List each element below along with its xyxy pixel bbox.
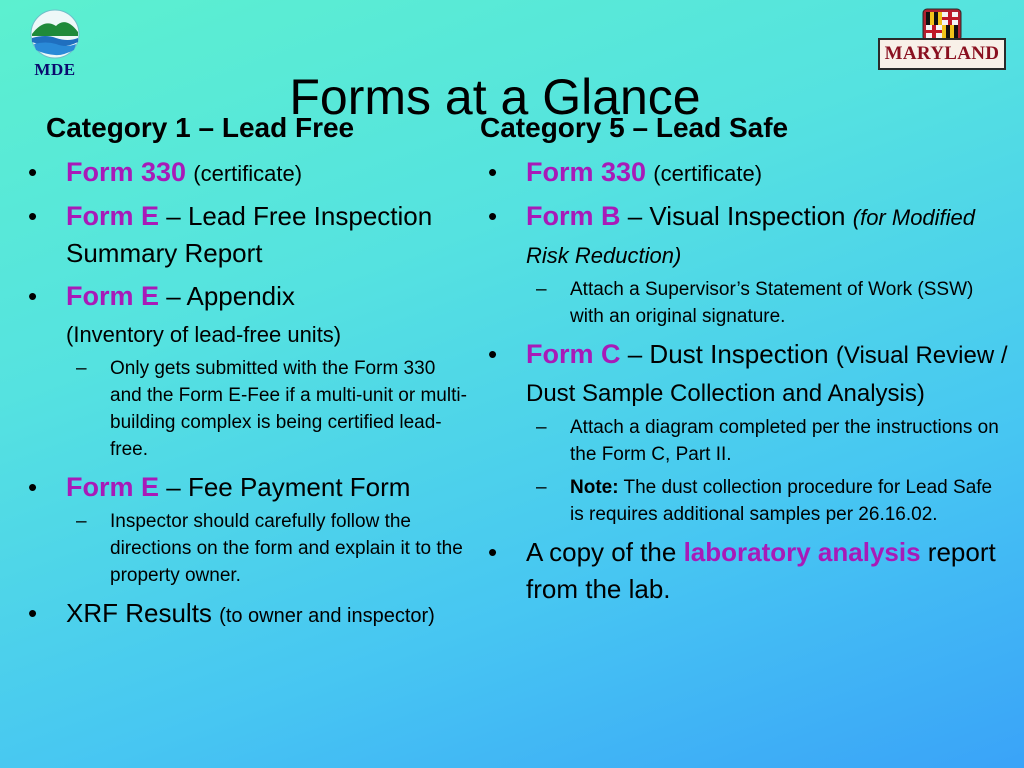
form-name: Form E bbox=[66, 472, 160, 502]
item-note: (for Modified Risk Reduction) bbox=[526, 205, 976, 268]
column-heading: Category 5 – Lead Safe bbox=[480, 112, 789, 143]
item-text: Lead Free Inspection Summary Report bbox=[66, 201, 433, 268]
item-text: Dust Inspection bbox=[649, 339, 829, 369]
item-note: (to owner and inspector) bbox=[219, 605, 435, 627]
maryland-wordmark: MARYLAND bbox=[884, 43, 1000, 64]
mde-logo-text: MDE bbox=[34, 60, 76, 79]
form-name: Form B bbox=[526, 201, 621, 231]
maryland-flag-icon bbox=[922, 8, 962, 42]
note-label: Note: bbox=[570, 477, 619, 498]
list-item bbox=[488, 198, 1008, 330]
list-item bbox=[28, 595, 468, 635]
list-item bbox=[28, 278, 468, 463]
column-category-5 bbox=[480, 112, 1008, 614]
item-separator: – bbox=[620, 339, 643, 369]
form-name: Form 330 bbox=[526, 157, 647, 187]
note-text: The dust collection procedure for Lead Safe is requires additional samples per 26.16.02. bbox=[570, 477, 993, 525]
page-title: Forms at a Glance bbox=[289, 68, 701, 125]
item-text: Fee Payment Form bbox=[187, 472, 411, 502]
bullet-icon: • bbox=[28, 201, 38, 231]
dash-icon: – bbox=[76, 358, 87, 379]
bullet-icon: • bbox=[488, 339, 498, 369]
item-note: (Visual Review / Dust Sample Collection and Analysis) bbox=[526, 342, 1008, 407]
column-category-1 bbox=[28, 112, 468, 641]
dash-icon: – bbox=[536, 279, 547, 300]
bullet-icon: • bbox=[488, 157, 498, 187]
sub-item-text: Attach a diagram completed per the instructions on the Form C, Part II. bbox=[570, 417, 999, 465]
sub-list-item bbox=[526, 276, 1008, 330]
list-item bbox=[28, 469, 468, 589]
item-note: (certificate) bbox=[193, 161, 303, 186]
bullet-icon: • bbox=[28, 598, 38, 628]
bullet-list bbox=[488, 154, 1008, 608]
sub-list bbox=[66, 355, 468, 463]
bullet-icon: • bbox=[28, 157, 38, 187]
sub-list-item bbox=[526, 474, 1008, 528]
item-highlight: laboratory analysis bbox=[683, 537, 921, 567]
list-item bbox=[28, 198, 468, 272]
item-text-prefix: A copy of the bbox=[526, 537, 677, 567]
list-item bbox=[28, 154, 468, 192]
list-item bbox=[488, 534, 1008, 608]
bullet-icon: • bbox=[488, 201, 498, 231]
item-text: Appendix bbox=[186, 281, 295, 311]
form-name: Form 330 bbox=[66, 157, 187, 187]
bullet-icon: • bbox=[28, 472, 38, 502]
form-name: Form E bbox=[66, 281, 160, 311]
maryland-logo bbox=[878, 8, 1008, 68]
sub-list-item bbox=[66, 508, 468, 589]
item-note: (Inventory of lead-free units) bbox=[66, 322, 342, 347]
item-note: (certificate) bbox=[653, 161, 763, 186]
item-separator: – bbox=[159, 201, 181, 231]
item-text: Visual Inspection bbox=[649, 201, 846, 231]
list-item bbox=[488, 154, 1008, 192]
sub-item-text: Inspector should carefully follow the directions on the form and explain it to the property owner. bbox=[110, 511, 463, 586]
sub-list-item bbox=[66, 355, 468, 463]
item-text: XRF Results bbox=[66, 598, 212, 628]
bullet-icon: • bbox=[488, 537, 498, 567]
form-name: Form C bbox=[526, 339, 621, 369]
item-separator: – bbox=[159, 281, 181, 311]
column-heading: Category 1 – Lead Free bbox=[46, 112, 355, 143]
item-separator: – bbox=[159, 472, 181, 502]
sub-list bbox=[66, 508, 468, 589]
item-separator: – bbox=[620, 201, 643, 231]
dash-icon: – bbox=[536, 417, 547, 438]
bullet-list bbox=[28, 154, 468, 635]
dash-icon: – bbox=[76, 511, 87, 532]
sub-list bbox=[526, 276, 1008, 330]
sub-list-item bbox=[526, 414, 1008, 468]
maryland-wordmark-box bbox=[878, 38, 1006, 70]
sub-item-text: Only gets submitted with the Form 330 and the Form E-Fee if a multi-unit or multi-building complex is being certified lead-free. bbox=[110, 358, 467, 460]
item-text-suffix: report from the lab. bbox=[526, 537, 996, 604]
mde-emblem-icon bbox=[26, 8, 84, 66]
sub-list bbox=[526, 414, 1008, 528]
form-name: Form E bbox=[66, 201, 160, 231]
bullet-icon: • bbox=[28, 281, 38, 311]
dash-icon: – bbox=[536, 477, 547, 498]
sub-item-text: Attach a Supervisor’s Statement of Work (SSW) with an original signature. bbox=[570, 279, 974, 327]
list-item bbox=[488, 336, 1008, 528]
